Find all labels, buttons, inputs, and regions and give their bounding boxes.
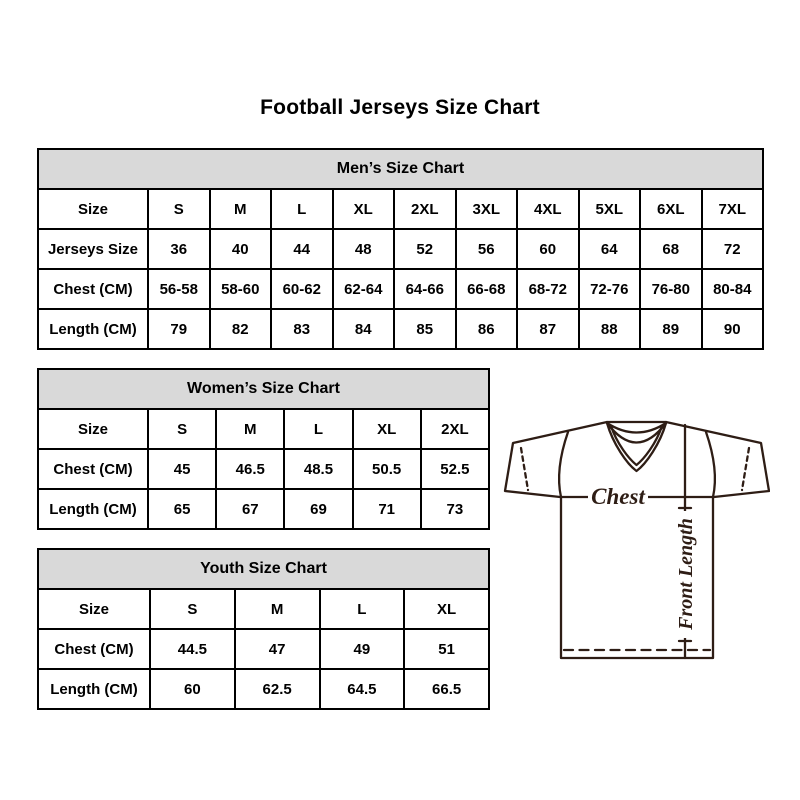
value-cell: 6XL [640,189,702,229]
value-cell: 64-66 [394,269,456,309]
value-cell: 52.5 [421,449,489,489]
row-label-cell: Size [38,589,150,629]
left-cuff-dashed-line [521,448,528,490]
jersey-illustration [500,400,770,670]
value-cell: 83 [271,309,333,349]
womens-table-title-row [38,369,489,409]
row-label-cell: Length (CM) [38,489,148,529]
value-cell: 2XL [421,409,489,449]
value-cell: 79 [148,309,210,349]
value-cell: XL [404,589,489,629]
value-cell: 58-60 [210,269,272,309]
value-cell: 3XL [456,189,518,229]
value-cell: 89 [640,309,702,349]
front-length-label: Front Length [675,518,697,630]
value-cell: 64 [579,229,641,269]
row-label-cell: Jerseys Size [38,229,148,269]
value-cell: XL [333,189,395,229]
value-cell: 44.5 [150,629,235,669]
value-cell: 46.5 [216,449,284,489]
value-cell: 60-62 [271,269,333,309]
row-label-cell: Length (CM) [38,309,148,349]
value-cell: 66.5 [404,669,489,709]
value-cell: 72 [702,229,764,269]
value-cell: 87 [517,309,579,349]
table-row [38,669,489,709]
value-cell: 49 [320,629,405,669]
value-cell: 60 [150,669,235,709]
jersey-right-seam [706,432,715,497]
mens-table-title-row [38,149,763,189]
value-cell: S [148,189,210,229]
row-label-cell: Chest (CM) [38,629,150,669]
table-row [38,409,489,449]
value-cell: 62-64 [333,269,395,309]
row-label-cell: Length (CM) [38,669,150,709]
value-cell: 85 [394,309,456,349]
jersey-left-seam [559,432,568,497]
jersey-right-sleeve [666,422,769,497]
table-row [38,309,763,349]
value-cell: 71 [353,489,421,529]
womens-size-table [37,368,490,530]
value-cell: 2XL [394,189,456,229]
chest-label: Chest [591,484,645,509]
value-cell: 60 [517,229,579,269]
value-cell: 76-80 [640,269,702,309]
value-cell: M [235,589,320,629]
value-cell: 62.5 [235,669,320,709]
youth-size-table [37,548,490,710]
value-cell: 48.5 [284,449,352,489]
value-cell: 4XL [517,189,579,229]
value-cell: 86 [456,309,518,349]
value-cell: 5XL [579,189,641,229]
value-cell: 47 [235,629,320,669]
value-cell: 51 [404,629,489,669]
jersey-measurement-diagram [500,400,770,670]
value-cell: 56 [456,229,518,269]
value-cell: 66-68 [456,269,518,309]
mens-table-title: Men’s Size Chart [38,149,763,189]
right-cuff-dashed-line [742,448,749,490]
value-cell: 40 [210,229,272,269]
value-cell: 72-76 [579,269,641,309]
value-cell: 73 [421,489,489,529]
table-row [38,489,489,529]
womens-table-title: Women’s Size Chart [38,369,489,409]
value-cell: 7XL [702,189,764,229]
value-cell: 36 [148,229,210,269]
value-cell: 45 [148,449,216,489]
value-cell: 56-58 [148,269,210,309]
table-row [38,449,489,489]
youth-table-title-row [38,549,489,589]
value-cell: 67 [216,489,284,529]
table-row [38,269,763,309]
value-cell: S [148,409,216,449]
value-cell: L [271,189,333,229]
value-cell: 82 [210,309,272,349]
value-cell: 68-72 [517,269,579,309]
jersey-collar-band-1 [607,423,666,433]
row-label-cell: Chest (CM) [38,449,148,489]
value-cell: L [284,409,352,449]
table-row [38,229,763,269]
value-cell: 90 [702,309,764,349]
value-cell: 68 [640,229,702,269]
value-cell: 69 [284,489,352,529]
value-cell: L [320,589,405,629]
value-cell: 64.5 [320,669,405,709]
value-cell: 50.5 [353,449,421,489]
value-cell: 48 [333,229,395,269]
value-cell: S [150,589,235,629]
value-cell: 44 [271,229,333,269]
value-cell: M [216,409,284,449]
value-cell: 84 [333,309,395,349]
value-cell: 80-84 [702,269,764,309]
value-cell: 65 [148,489,216,529]
row-label-cell: Chest (CM) [38,269,148,309]
table-row [38,589,489,629]
youth-table-title: Youth Size Chart [38,549,489,589]
value-cell: M [210,189,272,229]
table-row [38,189,763,229]
page-title: Football Jerseys Size Chart [260,96,540,119]
table-row [38,629,489,669]
value-cell: 52 [394,229,456,269]
mens-size-table [37,148,764,350]
value-cell: 88 [579,309,641,349]
value-cell: XL [353,409,421,449]
row-label-cell: Size [38,189,148,229]
row-label-cell: Size [38,409,148,449]
